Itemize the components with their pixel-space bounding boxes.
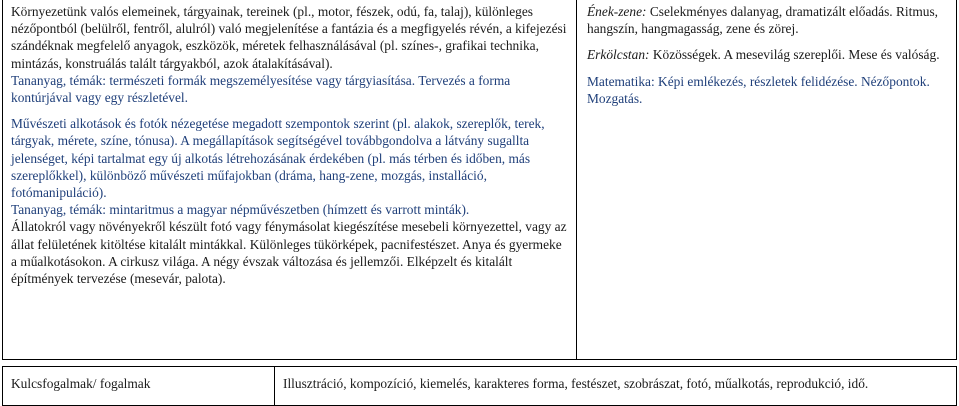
ethics-text: Közösségek. A mesevilág szereplői. Mese és valóság. xyxy=(649,47,940,63)
activities-cell xyxy=(3,0,577,359)
keywords-value: Illusztráció, kompozíció, kiemelés, karakteres forma, festészet, szobrászat, fotó, műalkotás, reprodukció, idő. xyxy=(283,376,869,391)
content-row xyxy=(2,0,957,360)
connections-cell xyxy=(577,0,956,359)
paragraph-topics-folk-art: Tananyag, témák: mintaritmus a magyar népművészetben (hímzett és varrott minták). xyxy=(11,202,470,218)
music-text: Cselekményes dalanyag, dramatizált előadás. Ritmus, hangszín, hangmagasság, zene és zörej. xyxy=(587,4,939,37)
paragraph-topics-nature: Tananyag, témák: természeti formák megszemélyesítése vagy tárgyiasítása. Tervezés a forma kontúrjával vagy egy részletével. xyxy=(11,72,511,106)
keywords-row xyxy=(2,366,957,406)
math-connection: Matematika: Képi emlékezés, részletek felidézése. Nézőpontok. Mozgatás. xyxy=(587,73,930,106)
ethics-connection xyxy=(587,46,948,63)
music-connection xyxy=(587,3,948,37)
keywords-label: Kulcsfogalmak/ fogalmak xyxy=(3,367,275,405)
paragraph-artworks: Művészeti alkotások és fotók nézegetése megadott szempontok szerint (pl. alakok, szereplők, terek, tárgyak, mérete, színe, tónusa). A megállapítások segítségével továbbgondolva a látvány sugallta jelenséget, képi tartalmat egy új alkotás létrehozásának érdekében (pl. más térben és időben, más szereplőkkel), különböző művészeti műfajokban (dráma, hang-zene, mozgás, installáció, fotómanipuláció). xyxy=(11,116,545,201)
paragraph-animals-plants: Állatokról vagy növényekről készült fotó vagy fénymásolat kiegészítése mesebeli környezettel, vagy az állat felületének kitöltése kitalált mintákkal. Különleges tükörképek, pacnifestészet. Anya és gyermeke a műalkotásokon. A cirkusz világa. A négy évszak változása és jellemzői. Elképzelt és kitalált építmények tervezése (mesevár, palota). xyxy=(11,219,567,287)
paragraph-environment: Környezetünk valós elemeinek, tárgyainak, tereinek (pl., motor, fészek, odú, fa, talaj), különleges nézőpontból (belülről, fentről, alulról) való megjelenítése a fantázia és a megfigyelés révén, a kifejezési szándéknak megfelelő anyagok, eszközök, méretek felhasználásával (pl. színes-, grafikai technika, mintázás, konstruálás talált tárgyakból, azok átalakításával). xyxy=(11,4,567,71)
ethics-label: Erkölcstan: xyxy=(587,47,650,63)
music-label: Ének-zene: xyxy=(587,4,647,19)
